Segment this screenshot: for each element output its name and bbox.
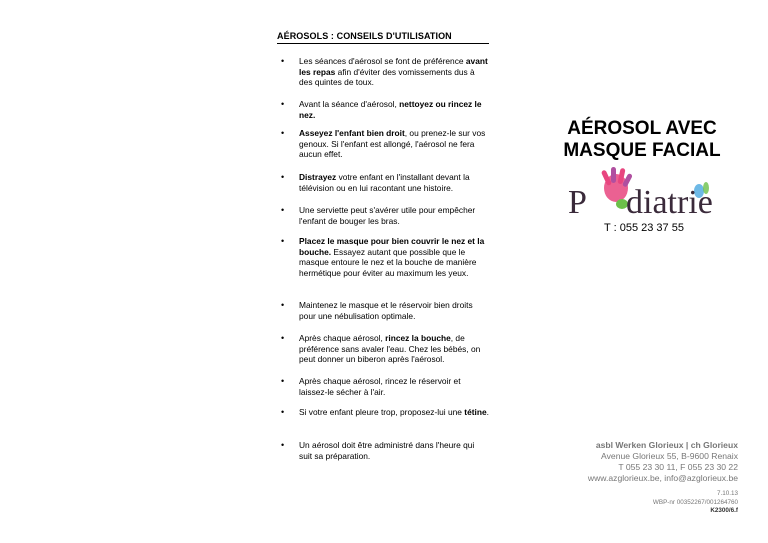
- bullet-icon: •: [281, 236, 285, 246]
- doc-reference: K2300/6.f: [710, 507, 738, 514]
- tip-text: Avant la séance d'aérosol,: [299, 99, 400, 109]
- tip-text-bold: Placez le masque pour bien couvrir le nez et la bouche.: [299, 236, 485, 257]
- tip-text-bold: rincez la bouche: [385, 333, 451, 343]
- tip-item: [281, 236, 489, 278]
- bullet-icon: •: [281, 56, 285, 66]
- doc-date: 7.10.13: [716, 490, 738, 497]
- tip-text: Une serviette peut s'avérer utile pour empêcher l'enfant de bouger les bras.: [299, 205, 476, 226]
- advice-column: [277, 31, 489, 44]
- bullet-icon: •: [281, 172, 285, 182]
- document-codes: [653, 490, 738, 516]
- tip-text-bold: Asseyez l'enfant bien droit: [299, 128, 405, 138]
- phone-number: T : 055 23 37 55: [604, 222, 684, 234]
- tip-text: .: [486, 407, 489, 417]
- org-web-mail: www.azglorieux.be, info@azglorieux.be: [587, 473, 738, 483]
- org-phone-fax: T 055 23 30 11, F 055 23 30 22: [618, 462, 738, 472]
- tip-text: Un aérosol doit être administré dans l'heure qui suit sa préparation.: [299, 440, 475, 461]
- tip-item: [281, 128, 489, 160]
- tip-item: [281, 376, 489, 397]
- tip-text-bold: Distrayez: [299, 172, 337, 182]
- tip-text: Les séances d'aérosol se font de préférence: [299, 56, 466, 66]
- tip-item: [281, 300, 489, 321]
- bullet-icon: •: [281, 333, 285, 343]
- tip-item: [281, 56, 489, 88]
- document-title: [558, 118, 726, 162]
- tip-text: Essayez autant que possible que le masque entoure le nez et la bouche de manière hermétique pour éviter au maximum les yeux.: [299, 246, 477, 278]
- logo-text-suffix: diatrie: [626, 184, 713, 221]
- tip-text: afin d'éviter des vomissements dus à des quintes de toux.: [299, 66, 475, 88]
- tip-text: , ou prenez-le sur vos genoux. Si l'enfant est allongé, l'aérosol ne fera aucun effet.: [299, 128, 486, 160]
- tip-text-bold: avant les repas: [299, 56, 488, 77]
- org-address: Avenue Glorieux 55, B-9600 Renaix: [601, 451, 738, 461]
- tip-item: [281, 205, 489, 226]
- tip-item: [281, 99, 489, 120]
- bullet-icon: •: [281, 440, 285, 450]
- organization-block: [588, 440, 738, 484]
- tip-text: Après chaque aérosol,: [299, 333, 386, 343]
- bullet-icon: •: [281, 376, 285, 386]
- section-heading: AÉROSOLS : CONSEILS D'UTILISATION: [277, 31, 489, 44]
- tip-item: [281, 407, 489, 418]
- bullet-icon: •: [281, 128, 285, 138]
- bullet-icon: •: [281, 205, 285, 215]
- org-name: asbl Werken Glorieux | ch Glorieux: [595, 440, 738, 450]
- tip-text-bold: nettoyez ou rincez le nez.: [299, 99, 482, 120]
- title-line-2: MASQUE FACIAL: [563, 140, 721, 161]
- bullet-icon: •: [281, 300, 285, 310]
- tip-text: Si votre enfant pleure trop, proposez-lui une: [299, 407, 465, 417]
- title-line-1: AÉROSOL AVEC: [567, 118, 717, 139]
- tip-text: , de préférence sans avaler l'eau. Chez les bébés, on peut donner un biberon après l'aérosol.: [299, 333, 481, 365]
- tip-text: votre enfant en l'installant devant la télévision ou en lui racontant une histoire.: [299, 172, 470, 193]
- bullet-icon: •: [281, 99, 285, 109]
- bullet-icon: •: [281, 407, 285, 417]
- logo-text-prefix: P: [568, 184, 587, 221]
- doc-wbp-number: WBP-nr 00352267/001264760: [652, 498, 738, 506]
- tip-text-bold: tétine: [464, 407, 487, 417]
- tip-item: [281, 172, 489, 193]
- tip-text: Après chaque aérosol, rincez le réservoir et laissez-le sécher à l'air.: [299, 376, 461, 397]
- tip-item: [281, 333, 489, 365]
- tip-item: [281, 440, 489, 461]
- pediatrie-logo: [564, 166, 714, 228]
- tip-text: Maintenez le masque et le réservoir bien droits pour une nébulisation optimale.: [299, 300, 473, 321]
